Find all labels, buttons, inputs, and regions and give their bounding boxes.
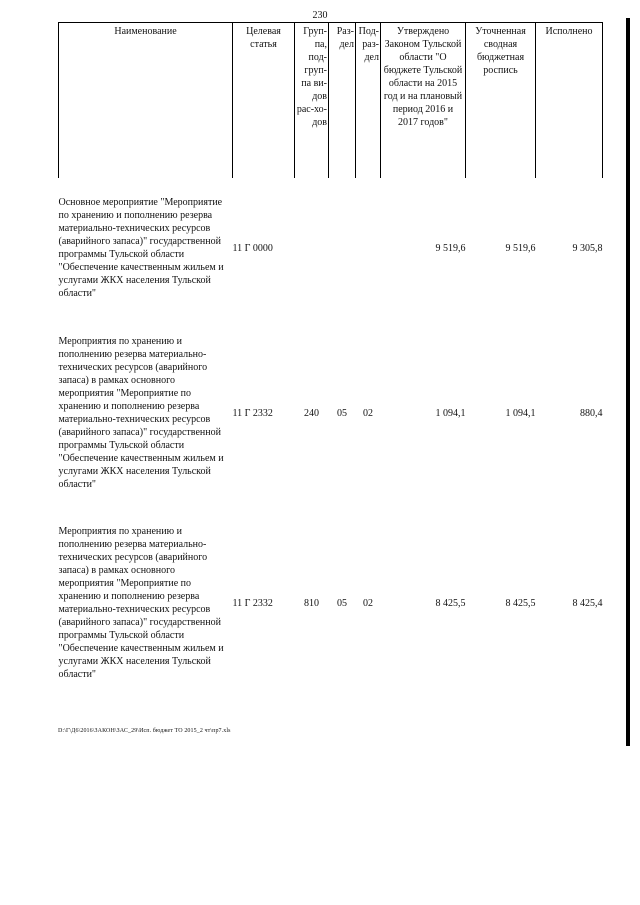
- row-refined: 8 425,5: [505, 597, 536, 609]
- header-subsection: Под-раз-дел: [356, 23, 381, 179]
- header-executed: Исполнено: [536, 23, 603, 179]
- page-number: 230: [312, 10, 328, 21]
- row-section: 05: [337, 597, 347, 609]
- header-section: Раз-дел: [329, 23, 356, 179]
- file-path-footer: D:\Г\Д6\2016\ЗАКОН\ЗАС_29\Исп. бюджет ТО 2015_2 чт\пр7.xls: [58, 728, 231, 734]
- row-approved: 9 519,6: [435, 242, 466, 254]
- row-subsection: 02: [363, 597, 373, 609]
- row-group: 810: [304, 597, 319, 609]
- header-row: [59, 23, 603, 179]
- row-subsection: 02: [363, 407, 373, 419]
- table-row: [59, 508, 603, 698]
- row-subsection: [356, 178, 381, 318]
- row-name: Мероприятия по хранению и пополнению резерва материально-технических ресурсов (аварийного запаса) в рамках основного мероприятия "Мероприятие по хранению и пополнению резерва материально-технических ресурсов (аварийного запаса)" государственной программы Тульской области "Обеспечение качественным жильем и услугами ЖКХ населения Тульской области": [58, 526, 224, 680]
- row-name: Основное мероприятие "Мероприятие по хранению и пополнению резерва материально-технических ресурсов (аварийного запаса)" государственной программы Тульской области "Обеспечение качественным жильем и услугами ЖКХ населения Тульской области": [58, 197, 224, 299]
- header-name: Наименование: [59, 23, 233, 179]
- row-approved: 8 425,5: [435, 597, 466, 609]
- budget-table: [58, 22, 603, 698]
- row-name: Мероприятия по хранению и пополнению резерва материально-технических ресурсов (аварийного запаса) в рамках основного мероприятия "Мероприятие по хранению и пополнению резерва материально-технических ресурсов (аварийного запаса)" государственной программы Тульской области "Обеспечение качественным жильем и услугами ЖКХ населения Тульской области": [58, 336, 224, 490]
- header-refined: Уточненная сводная бюджетная роспись: [466, 23, 536, 179]
- row-target-code: 11 Г 2332: [232, 597, 273, 609]
- row-section: [329, 178, 356, 318]
- table-row: [59, 178, 603, 318]
- row-refined: 9 519,6: [505, 242, 536, 254]
- row-target-code: 11 Г 2332: [232, 407, 273, 419]
- row-target-code: 11 Г 0000: [232, 242, 273, 254]
- row-refined: 1 094,1: [505, 407, 536, 419]
- row-section: 05: [337, 407, 347, 419]
- row-group: [295, 178, 329, 318]
- row-approved: 1 094,1: [435, 407, 466, 419]
- header-group: Груп-па, под-груп-па ви-дов рас-хо-дов: [295, 23, 329, 179]
- header-approved: Утверждено Законом Тульской области "О бюджете Тульской области на 2015 год и на плановый период 2016 и 2017 годов": [381, 23, 466, 179]
- row-executed: 9 305,8: [572, 242, 603, 254]
- header-target: Целевая статья: [233, 23, 295, 179]
- row-executed: 8 425,4: [572, 597, 603, 609]
- row-group: 240: [304, 407, 319, 419]
- table-row: [59, 318, 603, 508]
- scan-edge-bar: [626, 18, 630, 746]
- row-executed: 880,4: [580, 407, 603, 419]
